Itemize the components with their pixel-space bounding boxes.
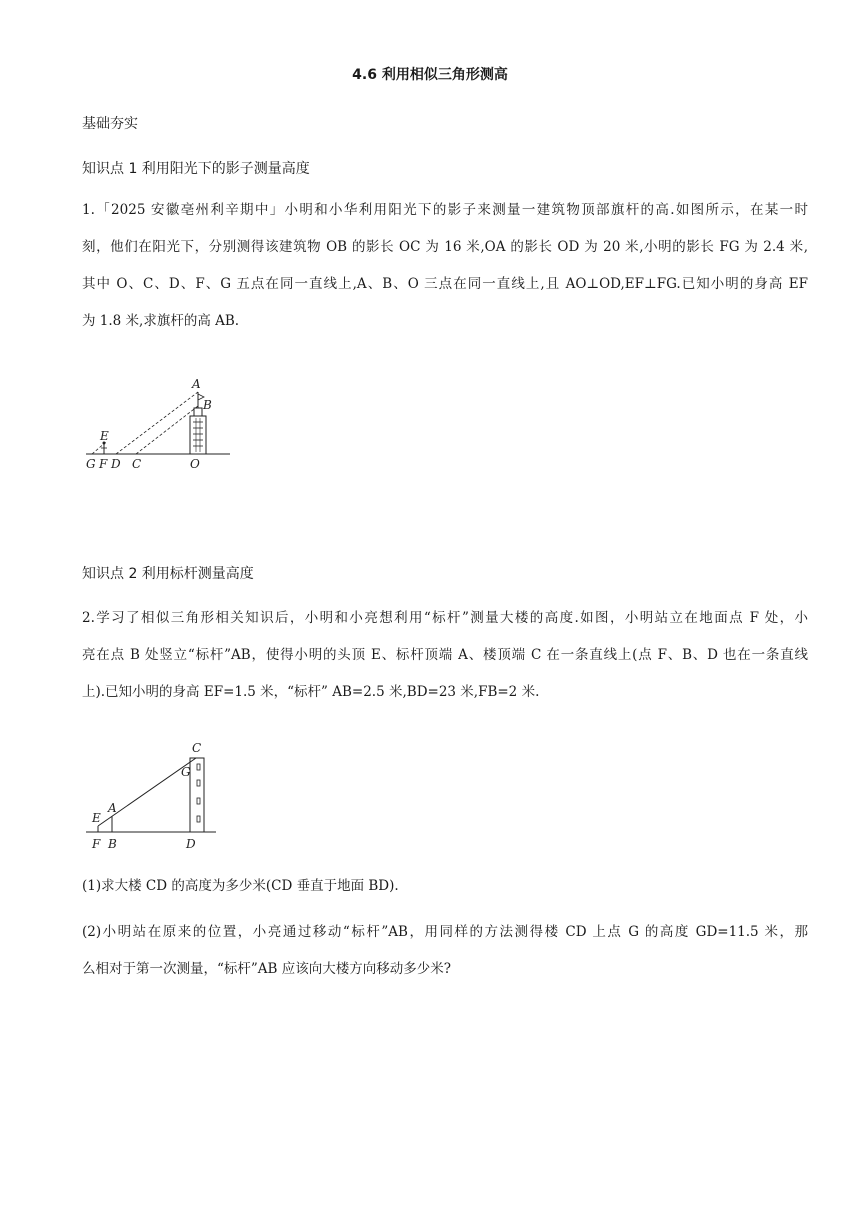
figure-1-shadow-diagram <box>80 372 240 472</box>
figure-2-pole-diagram <box>84 736 224 854</box>
question-1-line-1: 1.「2025 安徽亳州利辛期中」小明和小华利用阳光下的影子来测量一建筑物顶部旗杆的高.如图所示，在某一时 <box>82 202 808 218</box>
fig1-label-F: F <box>99 457 108 471</box>
question-2-line-1: 2.学习了相似三角形相关知识后，小明和小亮想利用“标杆”测量大楼的高度.如图，小明站立在地面点 F 处，小 <box>82 610 808 626</box>
fig2-label-D: D <box>186 837 196 851</box>
fig1-label-O: O <box>190 457 200 471</box>
question-2-sub-1-text: (1)求大楼 CD 的高度为多少米(CD 垂直于地面 BD). <box>82 878 399 894</box>
knowledge-point-2-heading: 知识点 2 利用标杆测量高度 <box>82 566 254 582</box>
fig2-label-F: F <box>92 837 101 851</box>
page-title: 4.6 利用相似三角形测高 <box>352 67 508 83</box>
fig1-label-E: E <box>100 429 109 443</box>
fig2-label-C: C <box>192 741 202 755</box>
fig1-label-G: G <box>86 457 96 471</box>
question-1-line-3: 其中 O、C、D、F、G 五点在同一直线上,A、B、O 三点在同一直线上,且 AO⊥OD,EF⊥FG.已知小明的身高 EF <box>82 276 808 292</box>
fig2-label-A: A <box>108 801 117 815</box>
question-2-sub-2-line-2: 么相对于第一次测量，“标杆”AB 应该向大楼方向移动多少米? <box>82 961 452 977</box>
question-2-line-2: 亮在点 B 处竖立“标杆”AB，使得小明的头顶 E、标杆顶端 A、楼顶端 C 在一条直线上(点 F、B、D 也在一条直线 <box>82 647 808 663</box>
question-2-sub-2-line-1: (2)小明站在原来的位置，小亮通过移动“标杆”AB，用同样的方法测得楼 CD 上点 G 的高度 GD=11.5 米，那 <box>82 924 808 940</box>
fig2-label-B: B <box>108 837 117 851</box>
fig2-label-E: E <box>92 811 101 825</box>
question-2 <box>82 600 808 711</box>
fig1-label-D: D <box>111 457 121 471</box>
knowledge-point-1-heading: 知识点 1 利用阳光下的影子测量高度 <box>82 161 310 177</box>
fig1-label-C: C <box>132 457 142 471</box>
question-2-line-3: 上).已知小明的身高 EF=1.5 米，“标杆” AB=2.5 米,BD=23 米,FB=2 米. <box>82 684 540 700</box>
fig1-label-B: B <box>203 398 212 412</box>
section-label: 基础夯实 <box>82 116 138 132</box>
question-1 <box>82 192 808 340</box>
fig2-label-G: G <box>181 765 191 779</box>
question-2-sub-1 <box>82 868 808 905</box>
question-2-sub-2 <box>82 914 808 988</box>
fig1-label-A: A <box>192 377 201 391</box>
question-1-line-4: 为 1.8 米,求旗杆的高 AB. <box>82 313 240 329</box>
question-1-line-2: 刻，他们在阳光下，分别测得该建筑物 OB 的影长 OC 为 16 米,OA 的影长 OD 为 20 米,小明的影长 FG 为 2.4 米, <box>82 239 808 255</box>
